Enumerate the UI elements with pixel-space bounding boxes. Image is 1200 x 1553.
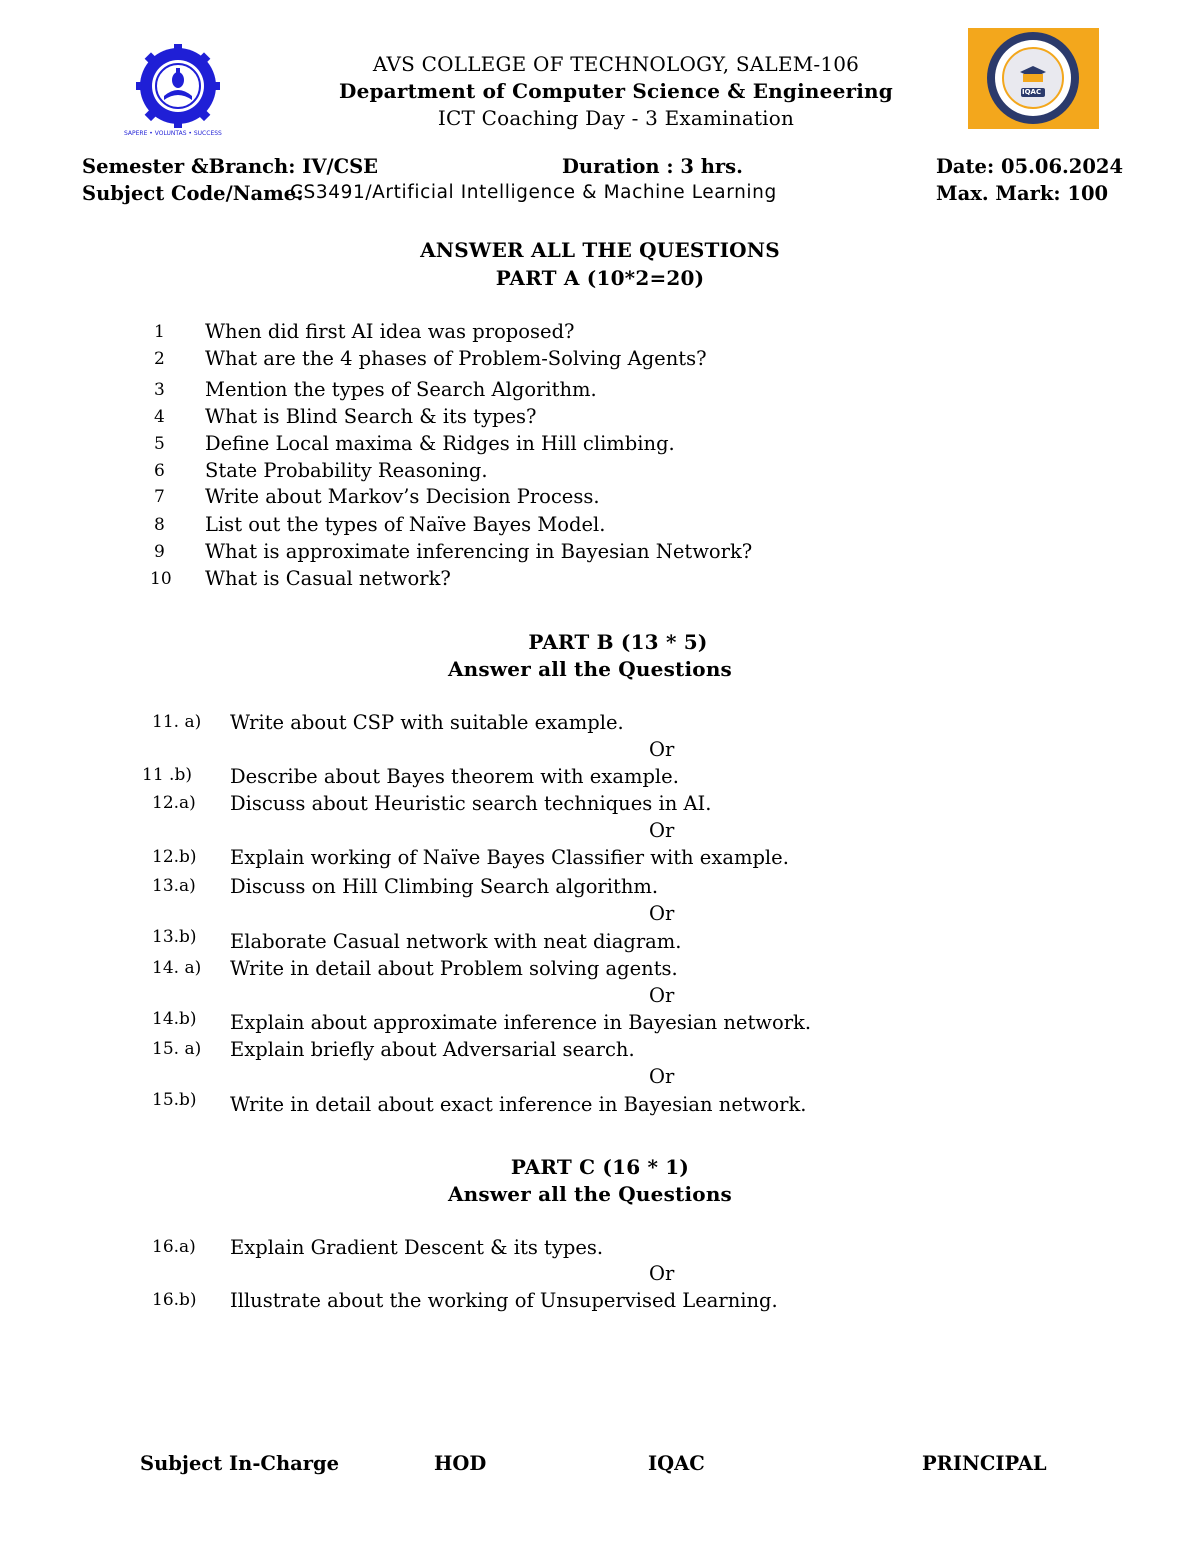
part-c-instruction: Answer all the Questions: [447, 1182, 733, 1206]
question-number: 15.b): [152, 1090, 197, 1110]
part-a-title: PART A (10*2=20): [495, 266, 705, 290]
question-number: 7: [154, 487, 165, 507]
question-text: Explain working of Naïve Bayes Classifier with example.: [230, 846, 789, 869]
or-separator: Or: [649, 819, 675, 842]
question-number: 10: [150, 569, 172, 589]
question-text: Discuss on Hill Climbing Search algorithm.: [230, 875, 659, 898]
question-number: 15. a): [152, 1039, 202, 1059]
question-text: What is approximate inferencing in Bayesian Network?: [205, 540, 753, 563]
signature-iqac: IQAC: [648, 1452, 705, 1475]
question-number: 5: [154, 434, 165, 454]
question-text: Explain about approximate inference in Bayesian network.: [230, 1011, 812, 1034]
or-separator: Or: [649, 1262, 675, 1285]
answer-all-instruction: ANSWER ALL THE QUESTIONS: [420, 238, 780, 262]
or-separator: Or: [649, 738, 675, 761]
subject-code-value: CS3491/Artificial Intelligence & Machine Learning: [290, 182, 777, 203]
college-logo: [124, 44, 228, 140]
or-separator: Or: [649, 984, 675, 1007]
department-name: Department of Computer Science & Engineering: [339, 79, 893, 103]
question-number: 1: [154, 322, 165, 342]
question-text: Write in detail about Problem solving agents.: [230, 957, 678, 980]
logo-motto: SAPERE • VOLUNTAS • SUCCESS: [124, 130, 222, 137]
question-text: What are the 4 phases of Problem-Solving Agents?: [205, 347, 707, 370]
question-number: 14.b): [152, 1009, 197, 1029]
iqac-logo: [968, 28, 1099, 129]
question-number: 8: [154, 515, 165, 535]
question-text: Explain Gradient Descent & its types.: [230, 1236, 604, 1259]
or-separator: Or: [649, 1065, 675, 1088]
question-text: Discuss about Heuristic search techniques in AI.: [230, 792, 712, 815]
subject-code-label: Subject Code/Name:: [82, 182, 304, 205]
signature-principal: PRINCIPAL: [922, 1452, 1047, 1475]
question-text: What is Blind Search & its types?: [205, 405, 537, 428]
signature-subject-in-charge: Subject In-Charge: [140, 1452, 340, 1475]
question-text: Write in detail about exact inference in Bayesian network.: [230, 1093, 807, 1116]
max-mark: Max. Mark: 100: [936, 182, 1109, 205]
question-number: 14. a): [152, 958, 202, 978]
question-number: 12.b): [152, 847, 197, 867]
part-b-instruction: Answer all the Questions: [447, 657, 733, 681]
question-number: 9: [154, 542, 165, 562]
question-text: State Probability Reasoning.: [205, 459, 488, 482]
question-text: Mention the types of Search Algorithm.: [205, 378, 597, 401]
question-text: Write about CSP with suitable example.: [230, 711, 624, 734]
question-text: Elaborate Casual network with neat diagram.: [230, 930, 682, 953]
question-text: Illustrate about the working of Unsupervised Learning.: [230, 1289, 778, 1312]
signature-hod: HOD: [434, 1452, 487, 1475]
exam-title: ICT Coaching Day - 3 Examination: [437, 106, 795, 130]
question-text: Write about Markov’s Decision Process.: [205, 485, 600, 508]
part-b-title: PART B (13 * 5): [528, 630, 708, 654]
duration: Duration : 3 hrs.: [562, 155, 743, 178]
question-text: Define Local maxima & Ridges in Hill climbing.: [205, 432, 675, 455]
question-number: 16.b): [152, 1290, 197, 1310]
college-name: AVS COLLEGE OF TECHNOLOGY, SALEM-106: [372, 52, 860, 76]
exam-date: Date: 05.06.2024: [936, 155, 1124, 178]
question-text: List out the types of Naïve Bayes Model.: [205, 513, 606, 536]
question-number: 2: [154, 349, 165, 369]
question-number: 11 .b): [142, 765, 192, 785]
question-number: 6: [154, 461, 165, 481]
part-c-title: PART C (16 * 1): [510, 1155, 690, 1179]
question-number: 12.a): [152, 793, 196, 813]
semester-branch: Semester &Branch: IV/CSE: [82, 155, 379, 178]
iqac-badge-label: IQAC: [1022, 88, 1042, 96]
question-number: 11. a): [152, 712, 202, 732]
question-number: 4: [154, 407, 165, 427]
question-number: 3: [154, 380, 165, 400]
question-number: 13.a): [152, 876, 196, 896]
question-text: What is Casual network?: [205, 567, 451, 590]
question-number: 16.a): [152, 1237, 196, 1257]
or-separator: Or: [649, 902, 675, 925]
question-text: Describe about Bayes theorem with example.: [230, 765, 679, 788]
question-text: When did first AI idea was proposed?: [205, 320, 575, 343]
question-text: Explain briefly about Adversarial search.: [230, 1038, 635, 1061]
question-number: 13.b): [152, 927, 197, 947]
